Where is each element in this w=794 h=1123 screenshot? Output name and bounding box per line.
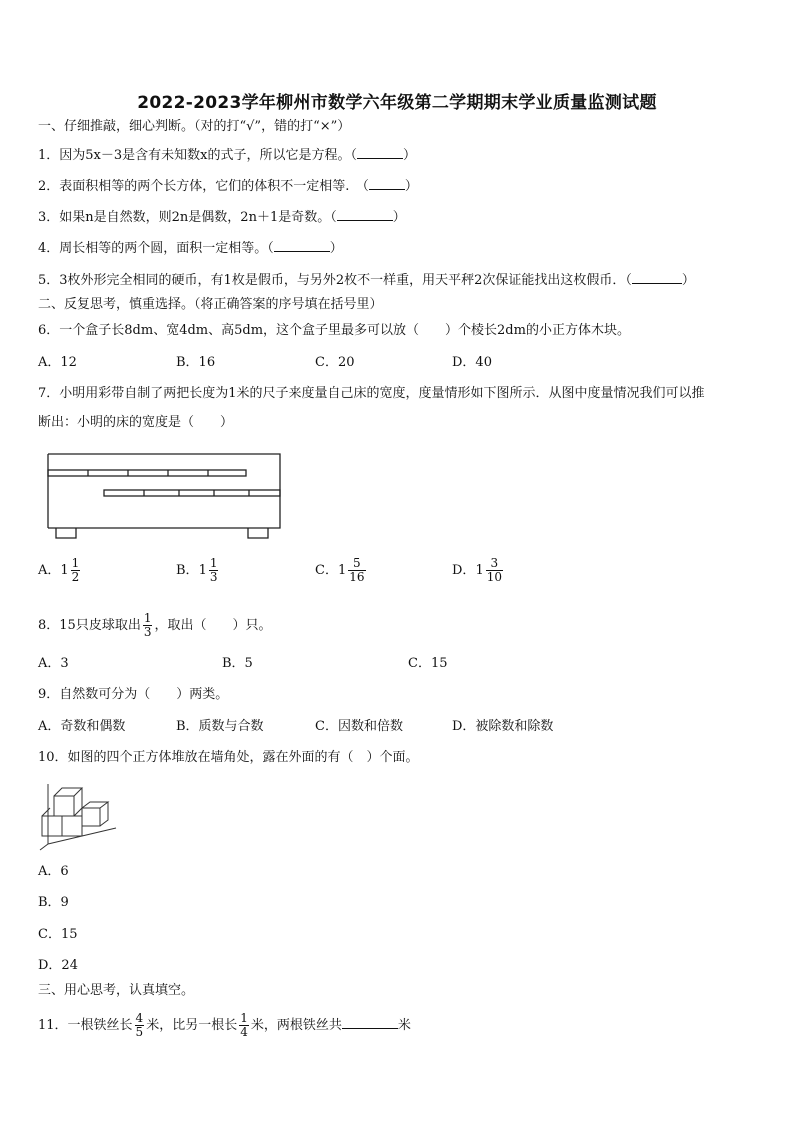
- fraction-numerator: 3: [490, 556, 499, 570]
- fraction-denominator: 5: [135, 1025, 144, 1039]
- question-1-close: ）: [403, 148, 417, 163]
- q7-option-a[interactable]: [38, 557, 82, 584]
- question-7-line1: 7．小明用彩带自制了两把长度为1米的尺子来度量自己床的宽度，度量情形如下图所示．从图中度量情况我们可以推: [38, 386, 705, 401]
- question-11-text-pre: 11．一根铁丝长: [38, 1018, 133, 1033]
- q9-option-d[interactable]: D．被除数和除数: [452, 719, 554, 734]
- question-3: [38, 208, 406, 227]
- q7-option-d-fraction: [486, 557, 503, 584]
- question-11-fraction-1: [135, 1012, 145, 1039]
- q7-option-b[interactable]: [176, 557, 220, 584]
- question-10-text: 10．如图的四个正方体堆放在墙角处，露在外面的有（ ）个面。: [38, 750, 419, 765]
- q9-option-b[interactable]: B．质数与合数: [176, 719, 264, 734]
- ruler-top: [48, 470, 246, 476]
- question-11-unit: 米: [397, 1018, 411, 1033]
- question-8-text-post: ，取出（ ）只。: [154, 618, 272, 633]
- fraction-denominator: 10: [486, 570, 502, 584]
- q10-option-b[interactable]: B．9: [38, 895, 69, 910]
- q7-option-c-label: C．: [315, 563, 338, 578]
- question-2-number: 2．: [38, 179, 60, 194]
- question-1: [38, 146, 416, 165]
- cube-top-front: [54, 796, 74, 816]
- answer-blank-2[interactable]: [369, 177, 405, 190]
- q7-option-b-whole: 1: [198, 563, 207, 578]
- question-2-close: ）: [404, 179, 418, 194]
- question-5-close: ）: [681, 273, 695, 288]
- cube-bottom-right-front: [82, 808, 100, 826]
- question-1-number: 1．: [38, 148, 60, 163]
- q8-option-c[interactable]: C．15: [408, 656, 448, 671]
- fraction-denominator: 16: [349, 570, 365, 584]
- question-5: [38, 271, 695, 290]
- exam-title: 2022-2023学年柳州市数学六年级第二学期期末学业质量监测试题: [137, 93, 657, 113]
- question-7-line2: 断出：小明的床的宽度是（ ）: [38, 415, 234, 430]
- fraction-numerator: 4: [135, 1011, 144, 1025]
- ruler-bottom: [104, 490, 280, 496]
- question-2: [38, 177, 418, 196]
- question-11-text-post: 米，两根铁丝共: [250, 1018, 342, 1033]
- bed-leg-left: [56, 528, 76, 538]
- fraction-denominator: 3: [209, 570, 218, 584]
- q9-option-c[interactable]: C．因数和倍数: [315, 719, 403, 734]
- question-5-number: 5．: [38, 273, 60, 288]
- question-11: [38, 1012, 411, 1039]
- question-3-text: 如果n是自然数，则2n是偶数，2n＋1是奇数。（: [59, 210, 337, 225]
- bed-outline: [48, 454, 280, 528]
- q7-option-b-fraction: [209, 557, 219, 584]
- fraction-numerator: 1: [143, 611, 152, 625]
- fraction-numerator: 1: [209, 556, 218, 570]
- q7-option-d-whole: 1: [475, 563, 484, 578]
- question-4-close: ）: [329, 241, 343, 256]
- cube-bottom-right-top: [82, 802, 108, 808]
- q7-option-c[interactable]: [315, 557, 368, 584]
- q8-option-a[interactable]: A．3: [38, 656, 69, 671]
- question-1-text: 因为5x－3是含有未知数x的式子，所以它是方程。（: [59, 148, 357, 163]
- cube-bottom-left-front: [42, 816, 62, 836]
- q6-option-b[interactable]: B．16: [176, 355, 216, 370]
- q9-option-a[interactable]: A．奇数和偶数: [38, 719, 126, 734]
- answer-blank-3[interactable]: [337, 208, 393, 221]
- q10-option-d[interactable]: D．24: [38, 958, 78, 973]
- bed-ruler-figure: [40, 446, 300, 542]
- q7-option-d[interactable]: [452, 557, 505, 584]
- question-4: [38, 239, 343, 258]
- q7-option-a-whole: 1: [60, 563, 69, 578]
- fraction-numerator: 1: [240, 1011, 248, 1025]
- fraction-denominator: 3: [143, 625, 152, 639]
- question-11-fraction-2: [239, 1012, 249, 1039]
- floor-edge-left: [40, 844, 48, 850]
- q10-option-a[interactable]: A．6: [38, 864, 69, 879]
- question-8: [38, 612, 271, 639]
- q6-option-a[interactable]: A．12: [38, 355, 77, 370]
- fraction-numerator: 5: [353, 556, 361, 570]
- question-11-text-mid: 米，比另一根长: [146, 1018, 238, 1033]
- answer-blank-11[interactable]: [342, 1016, 398, 1029]
- cube-top-top: [54, 788, 82, 796]
- q6-option-d[interactable]: D．40: [452, 355, 492, 370]
- q7-option-a-label: A．: [38, 563, 61, 578]
- section2-heading: 二、反复思考，慎重选择。（将正确答案的序号填在括号里）: [38, 297, 383, 312]
- question-6-text: 6．一个盒子长8dm、宽4dm、高5dm，这个盒子里最多可以放（ ）个棱长2dm的小正方体木块。: [38, 323, 630, 338]
- answer-blank-5[interactable]: [632, 271, 682, 284]
- question-9-text: 9．自然数可分为（ ）两类。: [38, 687, 229, 702]
- cube-bottom-middle-front: [62, 816, 82, 836]
- question-5-text: 3枚外形完全相同的硬币，有1枚是假币，与另外2枚不一样重，用天平秤2次保证能找出这枚假币．（: [59, 273, 632, 288]
- question-8-fraction: [143, 612, 153, 639]
- answer-blank-4[interactable]: [274, 239, 330, 252]
- q7-option-a-fraction: [71, 557, 81, 584]
- fraction-denominator: 2: [71, 570, 80, 584]
- question-4-text: 周长相等的两个圆，面积一定相等。（: [59, 241, 274, 256]
- question-3-close: ）: [392, 210, 406, 225]
- stacked-cubes-figure: [38, 782, 120, 852]
- q7-option-c-fraction: [348, 557, 365, 584]
- fraction-denominator: 4: [240, 1025, 248, 1039]
- section1-heading: 一、仔细推敲，细心判断。（对的打“√”，错的打“×”）: [38, 119, 351, 134]
- answer-blank-1[interactable]: [357, 146, 403, 159]
- q7-option-c-whole: 1: [337, 563, 347, 578]
- question-2-text: 表面积相等的两个长方体，它们的体积不一定相等. （: [59, 179, 369, 194]
- section3-heading: 三、用心思考，认真填空。: [38, 983, 195, 998]
- q6-option-c[interactable]: C．20: [315, 355, 355, 370]
- fraction-numerator: 1: [71, 556, 80, 570]
- q10-option-c[interactable]: C．15: [38, 927, 78, 942]
- question-3-number: 3．: [38, 210, 60, 225]
- question-8-text-pre: 8．15只皮球取出: [38, 618, 141, 633]
- q7-option-d-label: D．: [452, 563, 476, 578]
- q7-option-b-label: B．: [176, 563, 199, 578]
- bed-leg-right: [248, 528, 268, 538]
- question-4-number: 4．: [38, 241, 60, 256]
- q8-option-b[interactable]: B．5: [222, 656, 253, 671]
